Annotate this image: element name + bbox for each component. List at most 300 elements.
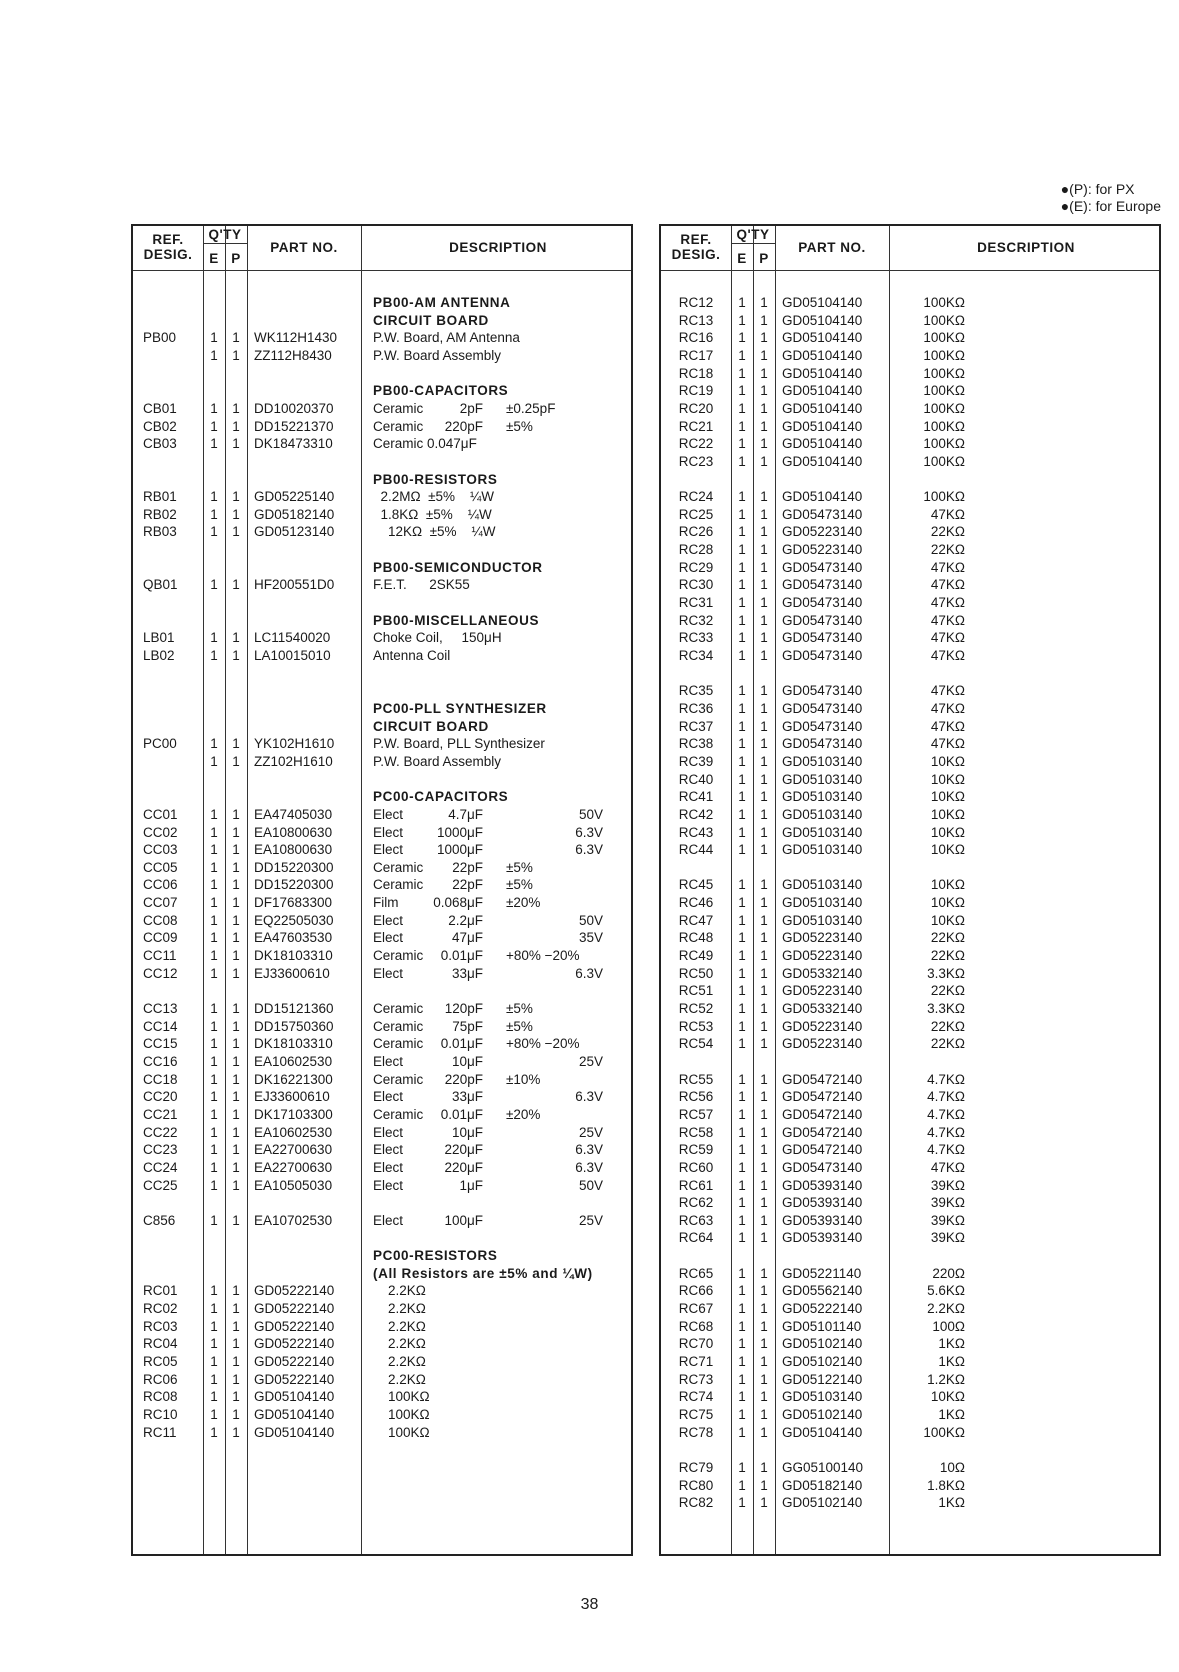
- qty-p: 1: [760, 347, 768, 363]
- part-number: DD15121360: [254, 1001, 334, 1016]
- qty-p: 1: [232, 436, 240, 452]
- qty-p: 1: [232, 1001, 240, 1016]
- description: 10KΩ: [930, 753, 965, 769]
- qty-p: 1: [232, 524, 240, 540]
- qty-e: 1: [210, 895, 218, 911]
- table-row: [661, 1212, 1159, 1230]
- description: Ceramic: [373, 859, 424, 875]
- table-row: [133, 1318, 631, 1336]
- qty-e: 1: [210, 912, 218, 928]
- part-number: DK17103300: [254, 1106, 333, 1122]
- ref-desig: CC09: [143, 930, 178, 946]
- part-number: GD05473140: [782, 648, 863, 663]
- part-number: GD05103140: [782, 1389, 863, 1405]
- description-voltage: 6.3V: [575, 842, 603, 858]
- qty-e: 1: [738, 295, 746, 310]
- ref-desig: RC58: [678, 1124, 714, 1140]
- description: Elect: [373, 1177, 404, 1193]
- qty-e: 1: [210, 859, 218, 875]
- ref-desig: CC03: [143, 842, 178, 858]
- description: 100KΩ: [923, 295, 965, 310]
- description-value: 220pF: [444, 1071, 483, 1087]
- table-row: [661, 1018, 1159, 1036]
- description-value: 4.7μF: [448, 806, 483, 822]
- description: 1KΩ: [938, 1495, 965, 1511]
- ref-desig: RC75: [678, 1406, 714, 1422]
- description-value: 100μF: [444, 1212, 483, 1228]
- ref-desig: RC68: [678, 1318, 714, 1334]
- qty-e: 1: [738, 736, 746, 752]
- qty-p: 1: [232, 506, 240, 522]
- qty-p: 1: [232, 1142, 240, 1158]
- part-number: GD05104140: [782, 330, 863, 346]
- qty-p: 1: [760, 489, 768, 505]
- part-number: DF17683300: [254, 895, 333, 911]
- description: 1KΩ: [938, 1406, 965, 1422]
- part-number: EA22700630: [254, 1159, 333, 1175]
- table-row: [133, 1388, 631, 1406]
- qty-p: 1: [232, 1018, 240, 1034]
- ref-desig: PB00: [143, 330, 177, 346]
- ref-desig: RC06: [143, 1371, 178, 1387]
- part-number: GD05102140: [782, 1495, 863, 1511]
- qty-p: 1: [760, 1477, 768, 1493]
- qty-e: 1: [738, 1089, 746, 1105]
- description: 100KΩ: [923, 489, 965, 505]
- part-number: GD05104140: [782, 347, 863, 363]
- qty-p: 1: [760, 948, 768, 964]
- ref-desig: CC21: [143, 1106, 178, 1122]
- qty-e: 1: [210, 948, 218, 964]
- table-row: [661, 1371, 1159, 1389]
- ref-desig: RB03: [143, 524, 177, 540]
- part-number: DD15221370: [254, 418, 334, 434]
- table-row: [133, 1088, 631, 1106]
- description: 100KΩ: [923, 383, 965, 399]
- qty-e: 1: [210, 436, 218, 452]
- description: 100KΩ: [923, 418, 965, 434]
- qty-p: 1: [760, 612, 768, 628]
- description: Elect: [373, 1212, 404, 1228]
- qty-e: 1: [738, 365, 746, 381]
- header-description: DESCRIPTION: [977, 240, 1075, 255]
- description-voltage: 50V: [578, 806, 603, 822]
- description: Elect: [373, 842, 404, 858]
- qty-p: 1: [232, 1159, 240, 1175]
- description: 10KΩ: [930, 877, 965, 893]
- qty-p: 1: [760, 1071, 768, 1087]
- ref-desig: CB02: [143, 418, 177, 434]
- qty-p: 1: [760, 683, 768, 699]
- description: Elect: [373, 806, 404, 822]
- description: Antenna Coil: [373, 648, 451, 663]
- qty-e: 1: [738, 1142, 746, 1158]
- description-tolerance: ±5%: [506, 859, 533, 875]
- ref-desig: RC52: [678, 1001, 714, 1016]
- ref-desig: RC22: [678, 436, 714, 452]
- part-number: GD05393140: [782, 1212, 863, 1228]
- description: 22KΩ: [930, 948, 965, 964]
- table-row: [661, 1300, 1159, 1318]
- table-row: [661, 506, 1159, 524]
- part-number: EA22700630: [254, 1142, 333, 1158]
- description: 2.2KΩ: [373, 1354, 426, 1369]
- qty-p: 1: [760, 312, 768, 328]
- qty-p: 1: [232, 489, 240, 505]
- part-number: GD05103140: [782, 771, 863, 787]
- part-number: GD05104140: [782, 418, 863, 434]
- qty-p: 1: [760, 1001, 768, 1016]
- ref-desig: RC59: [678, 1142, 714, 1158]
- qty-p: 1: [760, 983, 768, 999]
- qty-e: 1: [210, 1336, 218, 1352]
- ref-desig: C856: [143, 1212, 176, 1228]
- section-heading: CIRCUIT BOARD: [373, 718, 489, 734]
- qty-e: 1: [210, 1177, 218, 1193]
- qty-p: 1: [760, 912, 768, 928]
- table-row: [133, 488, 631, 506]
- description: Ceramic: [373, 1071, 424, 1087]
- table-row: [133, 1053, 631, 1071]
- description: P.W. Board Assembly: [373, 347, 502, 363]
- qty-e: 1: [738, 648, 746, 663]
- ref-desig: RC62: [678, 1195, 714, 1211]
- description: 1.8KΩ ±5% ¼W: [373, 506, 492, 522]
- qty-p: 1: [760, 842, 768, 858]
- description-value: 1000μF: [436, 842, 483, 858]
- part-number: LC11540020: [254, 630, 331, 646]
- description-tolerance: +80% −20%: [506, 1036, 580, 1052]
- table-row: [661, 1388, 1159, 1406]
- table-row: [133, 841, 631, 859]
- table-row: [661, 1265, 1159, 1283]
- ref-desig: CC18: [143, 1071, 178, 1087]
- qty-e: 1: [738, 1336, 746, 1352]
- qty-p: 1: [760, 1212, 768, 1228]
- table-row: [661, 753, 1159, 771]
- description: 2.2KΩ: [373, 1318, 426, 1334]
- table-row: [133, 1371, 631, 1389]
- ref-desig: QB01: [143, 577, 178, 593]
- table-row: [661, 1141, 1159, 1159]
- description: Ceramic: [373, 948, 424, 964]
- qty-p: 1: [232, 330, 240, 346]
- ref-desig: RC63: [678, 1212, 714, 1228]
- description: Elect: [373, 965, 404, 981]
- part-number: GD05223140: [782, 1036, 863, 1052]
- table-row: [133, 788, 631, 806]
- section-heading: PC00-RESISTORS: [373, 1248, 498, 1264]
- part-number: GD05182140: [782, 1477, 863, 1493]
- qty-p: 1: [232, 824, 240, 840]
- ref-desig: RC17: [678, 347, 714, 363]
- qty-p: 1: [760, 1124, 768, 1140]
- ref-desig: RC21: [678, 418, 714, 434]
- ref-desig: LB01: [143, 630, 175, 646]
- qty-p: 1: [760, 1142, 768, 1158]
- qty-e: 1: [210, 347, 218, 363]
- ref-desig: RC16: [678, 330, 714, 346]
- ref-desig: CB01: [143, 400, 177, 416]
- ref-desig: RC64: [678, 1230, 714, 1246]
- part-number: GD05103140: [782, 877, 863, 893]
- description: 2.2KΩ: [373, 1371, 426, 1387]
- qty-p: 1: [760, 700, 768, 716]
- description-voltage: 35V: [578, 930, 603, 946]
- description-value: 10μF: [451, 1053, 483, 1069]
- description: 100KΩ: [923, 400, 965, 416]
- ref-desig: CC22: [143, 1124, 178, 1140]
- table-row: [661, 982, 1159, 1000]
- qty-p: 1: [760, 965, 768, 981]
- part-number: DD15220300: [254, 877, 334, 893]
- ref-desig: CC14: [143, 1018, 178, 1034]
- qty-p: 1: [232, 1389, 240, 1405]
- ref-desig: RC08: [143, 1389, 178, 1405]
- part-number: GD05101140: [782, 1318, 862, 1334]
- table-row: [661, 647, 1159, 665]
- qty-e: 1: [738, 400, 746, 416]
- part-number: GD05223140: [782, 948, 863, 964]
- part-number: GD05473140: [782, 700, 863, 716]
- ref-desig: RC36: [678, 700, 714, 716]
- part-number: GD05104140: [254, 1389, 335, 1405]
- ref-desig: RC13: [678, 312, 714, 328]
- qty-e: 1: [738, 489, 746, 505]
- qty-e: 1: [738, 436, 746, 452]
- table-row: [661, 947, 1159, 965]
- part-number: YK102H1610: [254, 736, 335, 752]
- description-voltage: 6.3V: [575, 1159, 603, 1175]
- qty-e: 1: [738, 1477, 746, 1493]
- description-tolerance: ±5%: [506, 418, 533, 434]
- qty-p: 1: [760, 453, 768, 469]
- description: P.W. Board Assembly: [373, 753, 502, 769]
- qty-e: 1: [738, 771, 746, 787]
- qty-p: 1: [760, 1459, 768, 1475]
- qty-p: 1: [232, 1124, 240, 1140]
- part-number: GD05104140: [254, 1424, 335, 1440]
- description: 39KΩ: [930, 1212, 965, 1228]
- part-number: GD05102140: [782, 1354, 863, 1369]
- description: 100KΩ: [923, 347, 965, 363]
- part-number: GD05473140: [782, 736, 863, 752]
- description-value: 75pF: [452, 1018, 483, 1034]
- part-number: GD05104140: [782, 312, 863, 328]
- part-number: GD05223140: [782, 1018, 863, 1034]
- description-voltage: 25V: [578, 1212, 603, 1228]
- qty-e: 1: [738, 559, 746, 575]
- qty-e: 1: [738, 1018, 746, 1034]
- qty-e: 1: [738, 595, 746, 611]
- qty-p: 1: [760, 1265, 768, 1281]
- description: Ceramic: [373, 1001, 424, 1016]
- qty-e: 1: [210, 1389, 218, 1405]
- table-row: [133, 894, 631, 912]
- description-tolerance: +80% −20%: [506, 948, 580, 964]
- qty-p: 1: [232, 400, 240, 416]
- header-e: E: [737, 251, 747, 266]
- ref-desig: RC19: [678, 383, 714, 399]
- legend-px: ●(P): for PX: [1060, 181, 1135, 197]
- qty-p: 1: [760, 806, 768, 822]
- part-number: GD05473140: [782, 612, 863, 628]
- ref-desig: RC65: [678, 1265, 714, 1281]
- part-number: GD05103140: [782, 824, 863, 840]
- part-number: GD05104140: [782, 453, 863, 469]
- qty-p: 1: [760, 1318, 768, 1334]
- part-number: GD05222140: [254, 1371, 335, 1387]
- table-row: [661, 576, 1159, 594]
- table-row: [661, 824, 1159, 842]
- description-value: 10μF: [451, 1124, 483, 1140]
- ref-desig: RC30: [678, 577, 714, 593]
- ref-desig: CC11: [143, 948, 177, 964]
- header-qty: Q'TY: [736, 227, 770, 242]
- header-description: DESCRIPTION: [449, 240, 547, 255]
- description: 100KΩ: [923, 453, 965, 469]
- qty-p: 1: [232, 418, 240, 434]
- qty-p: 1: [232, 948, 240, 964]
- table-row: [661, 929, 1159, 947]
- table-row: [133, 1177, 631, 1195]
- description: Elect: [373, 930, 404, 946]
- qty-p: 1: [760, 1354, 768, 1369]
- description: Elect: [373, 824, 404, 840]
- part-number: GD05222140: [254, 1354, 335, 1369]
- qty-e: 1: [210, 1071, 218, 1087]
- description: 2.2KΩ: [373, 1301, 426, 1317]
- qty-p: 1: [760, 524, 768, 540]
- part-number: GD05222140: [254, 1283, 335, 1299]
- table-row: [661, 841, 1159, 859]
- part-number: DK18103310: [254, 1036, 333, 1052]
- table-row: [133, 1265, 631, 1283]
- qty-e: 1: [210, 418, 218, 434]
- qty-e: 1: [210, 506, 218, 522]
- description: 47KΩ: [930, 700, 965, 716]
- table-row: [661, 1124, 1159, 1142]
- qty-e: 1: [210, 824, 218, 840]
- qty-e: 1: [738, 948, 746, 964]
- qty-e: 1: [210, 1089, 218, 1105]
- qty-e: 1: [210, 806, 218, 822]
- description-voltage: 25V: [578, 1124, 603, 1140]
- table-row: [133, 1141, 631, 1159]
- table-row: [133, 647, 631, 665]
- description: P.W. Board, PLL Synthesizer: [373, 736, 545, 752]
- description: 4.7KΩ: [927, 1124, 965, 1140]
- ref-desig: RC60: [678, 1159, 714, 1175]
- qty-e: 1: [738, 312, 746, 328]
- part-number: DK18103310: [254, 948, 333, 964]
- description: 3.3KΩ: [927, 965, 965, 981]
- qty-p: 1: [232, 1283, 240, 1299]
- table-row: [661, 1159, 1159, 1177]
- qty-p: 1: [232, 930, 240, 946]
- part-number: GD05472140: [782, 1142, 863, 1158]
- table-row: [133, 523, 631, 541]
- qty-p: 1: [232, 877, 240, 893]
- ref-desig: RC43: [678, 824, 714, 840]
- table-row: [133, 1247, 631, 1265]
- description: 100KΩ: [923, 1424, 965, 1440]
- description-value: 0.01μF: [440, 1036, 483, 1052]
- table-row: [661, 523, 1159, 541]
- table-row: [133, 700, 631, 718]
- ref-desig: RC38: [678, 736, 714, 752]
- header-part-no: PART NO.: [798, 240, 866, 255]
- ref-desig: RC55: [678, 1071, 714, 1087]
- qty-e: 1: [738, 1283, 746, 1299]
- qty-e: 1: [738, 824, 746, 840]
- ref-desig: RC54: [678, 1036, 714, 1052]
- part-number: GD05104140: [782, 295, 863, 310]
- part-number: EA47603530: [254, 930, 333, 946]
- qty-p: 1: [760, 365, 768, 381]
- qty-e: 1: [210, 965, 218, 981]
- qty-e: 1: [210, 1036, 218, 1052]
- description: 47KΩ: [930, 736, 965, 752]
- qty-p: 1: [760, 789, 768, 805]
- part-number: GD05104140: [782, 383, 863, 399]
- description: F.E.T. 2SK55: [373, 577, 470, 593]
- ref-desig: RC01: [143, 1283, 178, 1299]
- ref-desig: CC08: [143, 912, 178, 928]
- part-number: ZZ102H1610: [254, 753, 333, 769]
- description: 22KΩ: [930, 983, 965, 999]
- part-number: GD05122140: [782, 1371, 863, 1387]
- qty-e: 1: [738, 1406, 746, 1422]
- qty-p: 1: [760, 577, 768, 593]
- table-row: [133, 1300, 631, 1318]
- table-row: [661, 435, 1159, 453]
- qty-p: 1: [760, 1301, 768, 1317]
- description: 10KΩ: [930, 895, 965, 911]
- qty-e: 1: [738, 718, 746, 734]
- qty-e: 1: [738, 789, 746, 805]
- qty-p: 1: [760, 1159, 768, 1175]
- table-row: [661, 1088, 1159, 1106]
- table-row: [661, 294, 1159, 312]
- part-number: GD05222140: [254, 1318, 335, 1334]
- description: 100KΩ: [923, 330, 965, 346]
- table-row: [661, 329, 1159, 347]
- description-voltage: 6.3V: [575, 1089, 603, 1105]
- table-row: [661, 1106, 1159, 1124]
- part-number: EA10505030: [254, 1177, 333, 1193]
- qty-e: 1: [738, 930, 746, 946]
- table-row: [133, 806, 631, 824]
- table-row: [133, 629, 631, 647]
- table-row: [133, 859, 631, 877]
- qty-e: 1: [210, 842, 218, 858]
- qty-e: 1: [738, 1212, 746, 1228]
- table-row: [661, 788, 1159, 806]
- part-number: GD05102140: [782, 1406, 863, 1422]
- section-heading: PB00-CAPACITORS: [373, 383, 509, 399]
- description: Elect: [373, 1124, 404, 1140]
- page-number: 38: [580, 1596, 599, 1613]
- table-row: [661, 1335, 1159, 1353]
- ref-desig: CC02: [143, 824, 178, 840]
- qty-p: 1: [760, 895, 768, 911]
- parts-table-left: [131, 224, 633, 1556]
- qty-p: 1: [232, 1424, 240, 1440]
- description: Elect: [373, 1159, 404, 1175]
- qty-p: 1: [760, 1283, 768, 1299]
- part-number: GD05473140: [782, 630, 863, 646]
